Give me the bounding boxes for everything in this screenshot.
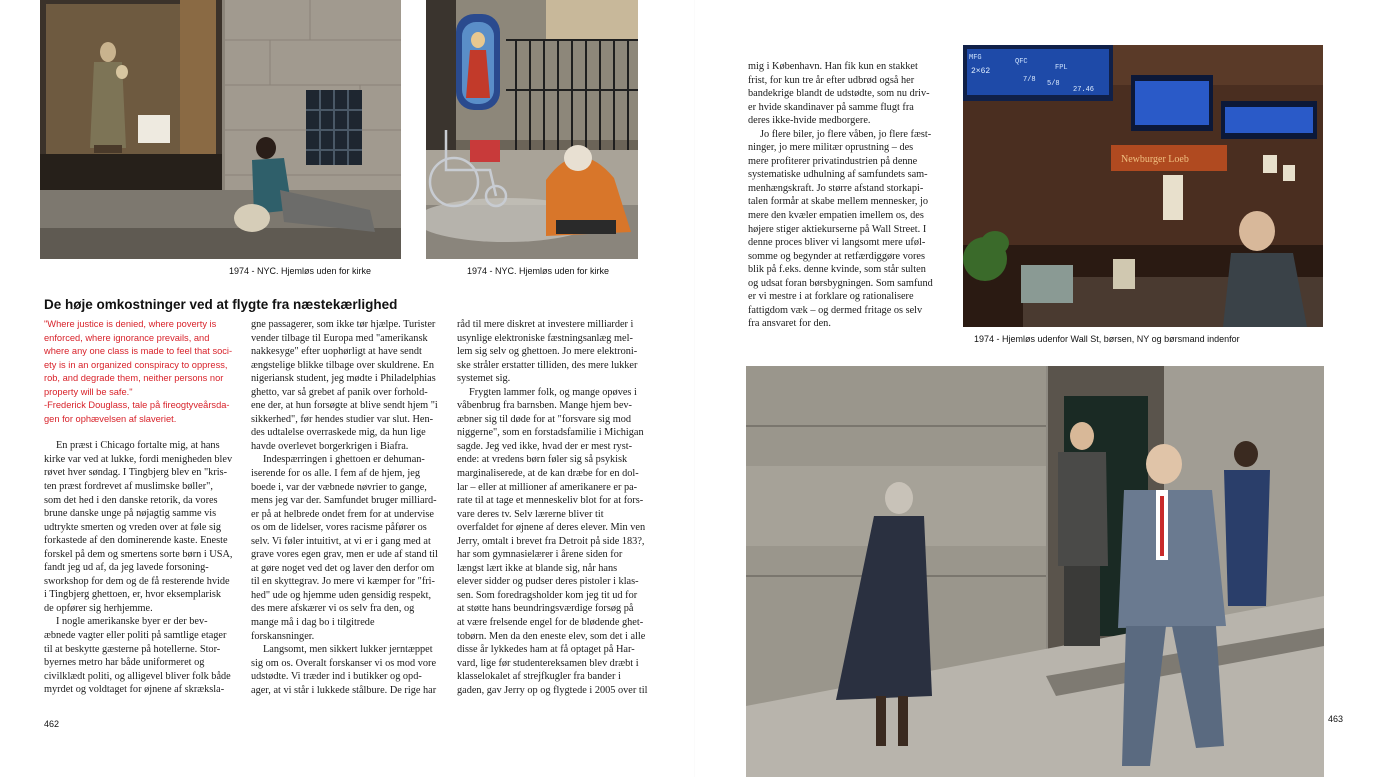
text-line: des udtalelse overraskede mig, da hun lige (251, 427, 426, 439)
text-line: lar – eller at millioner af amerikanere er pa- (457, 481, 638, 493)
company-sign (1111, 145, 1227, 171)
text-line: boede i, var der væbnede nøvrier to gange, (251, 481, 427, 493)
text-line: bandekrige blandt de udstødte, som nu driv- (748, 88, 930, 100)
text-line: er hvide skandinaver på samme flugt fra (748, 101, 914, 113)
text-line: at støtte hans beundringsværdige forsøg på (457, 603, 634, 615)
text-line: ende: at vredens børn føler sig så psykisk (457, 454, 628, 466)
text-line: marginaliserede, at de kan dræbe for en dol- (457, 468, 639, 480)
text-line: mig i København. Han fik kun en stakket (748, 61, 918, 72)
text-line: frist, for kun tre år efter udbrød også her (748, 74, 915, 86)
quote-line: property will be safe." (44, 386, 133, 397)
text-line: vare deres tv. Selv lærerne bliver tit (457, 508, 604, 520)
body-paragraph (251, 318, 446, 453)
text-line: grave vores egen grav, men er ude af stand til (251, 549, 438, 561)
text-line: er vi mestre i at forklare og rationalisere (748, 291, 914, 303)
text-column-4 (748, 60, 944, 331)
svg-text:7/8: 7/8 (1023, 76, 1036, 84)
text-line: gaden, gav Jerry op og flygtede i 2005 over til (457, 684, 648, 696)
text-line: forskel på dem og smertens sorte børn i USA, (44, 548, 233, 560)
text-line: våbenbrug fra barnsben. Mange hjem bev- (457, 400, 632, 412)
icon-painting (456, 14, 500, 110)
body-paragraph (44, 615, 240, 696)
body-paragraph (251, 643, 446, 697)
text-line: I nogle amerikanske byer er der bev- (56, 616, 208, 628)
text-line: æbnede vagter eller politi på samtlige etager (44, 630, 227, 642)
body-paragraph (251, 453, 446, 643)
svg-text:2×62: 2×62 (971, 67, 991, 76)
ticker-board-left (963, 45, 1113, 101)
text-line: sikkerhed", før hendes studier var slut. Hen- (251, 413, 434, 425)
text-line: brune danske unge på nøjagtig samme vis (44, 508, 217, 520)
text-line: råd til mere diskret at investere milliarder i (457, 319, 634, 330)
text-line: somme og begynder at retfærdiggøre vores (748, 250, 925, 262)
text-line: mens jeg var der. Samfundet bruger milliard- (251, 495, 437, 507)
quote-line: where any one class is made to feel that soci- (44, 346, 233, 357)
photo-stock-exchange-office-image (963, 45, 1323, 327)
text-line: fattigdom væk – og dermed fritage os selv (748, 304, 923, 316)
svg-text:Newburger Loeb: Newburger Loeb (1121, 154, 1189, 165)
text-line: udstødte. Vi træder ind i butikker og opd- (251, 671, 422, 683)
svg-text:QFC: QFC (1015, 58, 1028, 66)
text-line: at være frelsende engel for de blødende ghet- (457, 617, 644, 629)
text-line: sen. Som foredragsholder kom jeg tit ud for (457, 589, 638, 601)
text-line: niggerne", som en forstadsfamilie i Michigan (457, 427, 644, 439)
text-line: denne proces bliver vi langsomt mere uføl- (748, 237, 926, 249)
text-line: og udsat foran børsbygningen. Som samfund (748, 277, 933, 289)
text-line: usynlige elektroniske fæstningsanlæg mel- (457, 332, 633, 344)
text-line: systematiske udhulning af samfundets sam- (748, 169, 928, 181)
text-line: menhængskraft. Jo større afstand storkapi- (748, 182, 924, 194)
photo-caption-2: 1974 - NYC. Hjemløs uden for kirke (467, 266, 610, 276)
photo-caption-3: 1974 - Hjemløs udenfor Wall St, børsen, NY og børsmand indenfor (974, 334, 1240, 344)
text-line: ten præst fordrevet af muslimske bøller", (44, 481, 213, 493)
quote-line: rob, and degrade them, neither persons nor (44, 373, 224, 384)
text-line: overfaldet for øjnene af deres elever. Min ven (457, 522, 646, 534)
text-line: fandt jeg ud af, da jeg lavede forsoning- (44, 562, 209, 574)
text-line: mange må i dag bo i tilgitrede (251, 617, 375, 629)
photo-homeless-church-1-image (40, 0, 401, 259)
text-line: ængstelige blikke tilbage over skuldrene. En (251, 359, 435, 371)
text-line: iserende for os alle. I fem af de hjem, jeg (251, 468, 420, 480)
quote-line: gen for ophævelsen af slaveriet. (44, 413, 177, 424)
text-line: ager, at vi står i lukkede stålbure. De rige har (251, 684, 437, 696)
book-gutter (694, 0, 695, 777)
text-line: har som gymnasielærer i årene siden for (457, 549, 623, 561)
text-line: ske stråler erstatter tilliden, des mere lukker (457, 359, 638, 371)
text-column-1 (44, 318, 240, 697)
text-line: er på at helbrede ondet frem for at undervise (251, 508, 434, 520)
text-line: vard, lige før studentereksamen blev dræbt i (457, 657, 639, 669)
quote-line: ety is in an organized conspiracy to oppress, (44, 359, 228, 370)
svg-text:MFG: MFG (969, 54, 982, 62)
photo-homeless-church-2-image (426, 0, 638, 259)
text-line: Jerry, omtalt i brevet fra Detroit på side 183?, (457, 535, 645, 547)
text-line: ghetto, var så grebet af panik over forhold- (251, 386, 428, 398)
text-line: Frygten lammer folk, og mange opøves i (469, 386, 637, 398)
svg-text:27.46: 27.46 (1073, 86, 1095, 94)
text-line: myrdet og voldtaget for øjnene af skrækslа- (44, 684, 225, 696)
body-paragraph (457, 386, 653, 698)
text-line: ninger, jo mere militær oprustning – des (748, 142, 914, 154)
text-line: vender tilbage til Europa med "amerikansk (251, 332, 428, 344)
text-column-2 (251, 318, 446, 697)
body-paragraph (44, 439, 240, 615)
text-line: mere den kvæler empatien imellem os, des (748, 210, 924, 222)
page-number-right: 463 (1328, 714, 1344, 724)
text-line: de opfører sig herhjemme. (44, 602, 153, 614)
text-line: kirke var ved at lukke, fordi menigheden blev (44, 453, 233, 465)
text-line: nakkesyge" efter uophørligt at have sendt (251, 346, 422, 358)
text-line: systemet sig. (457, 373, 511, 385)
text-line: forkastede af den dominerende kaste. Eneste (44, 535, 228, 547)
text-line: længst lært ikke at blande sig, når hans (457, 562, 618, 574)
text-line: i Tingbjerg ghettoen, er, hvor eksemplarisk (44, 589, 221, 601)
photo-homeless-church-1 (40, 0, 401, 259)
text-line: tobørn. Men da den eneste elev, som det i alle (457, 630, 646, 642)
text-line: at gøre noget ved det og laver den derfor om (251, 562, 435, 574)
text-line: forskansninger. (251, 630, 315, 642)
text-line: talen formår at skabe mellem mennesker, jo (748, 196, 928, 208)
text-line: sig om os. Overalt forskanser vi os mod vore (251, 657, 437, 669)
text-line: fra ansvaret for den. (748, 318, 831, 330)
text-line: højere stiger aktiekurserne på Wall Street. I (748, 223, 927, 235)
text-line: klasselokalet af strejfkugler fra bander i (457, 671, 621, 683)
text-column-3 (457, 318, 653, 697)
photo-wall-street-street-image (746, 366, 1324, 777)
text-line: civilklædt politi, og alligevel bliver folk både (44, 670, 231, 682)
body-paragraph (457, 318, 653, 386)
photo-homeless-church-2 (426, 0, 638, 259)
text-line: gne passagerer, som ikke tør hjælpe. Turister (251, 319, 436, 330)
text-line: til at beskytte gæsterne på hotellerne. Stor- (44, 643, 221, 655)
text-line: Langsomt, men sikkert lukker jerntæppet (263, 644, 433, 656)
text-line: hed" ude og hjemme uden gensidig respekt, (251, 589, 432, 601)
photo-wall-street-street (746, 366, 1324, 777)
quote-line: enforced, where ignorance prevails, and (44, 332, 210, 343)
text-line: lem sig selv og ghettoen. Jo mere elektroni- (457, 346, 638, 358)
svg-text:FPL: FPL (1055, 64, 1068, 72)
text-line: blik på f.eks. denne kvinde, som står sulten (748, 264, 926, 276)
photo-stock-exchange-office (963, 45, 1323, 327)
text-line: sworkshop for dem og de få resterende hvide (44, 575, 230, 587)
body-paragraph (748, 60, 944, 128)
text-line: En præst i Chicago fortalte mig, at hans (56, 440, 220, 452)
text-line: udtrykte smerten og vreden over at føle sig (44, 521, 221, 533)
text-line: byernes metro har både uniformeret og (44, 657, 205, 669)
text-line: Jo flere biler, jo flere våben, jo flere fæst- (760, 128, 932, 140)
text-line: sagde. Jeg ved ikke, hvad der er mest ryst- (457, 440, 632, 452)
text-line: som det hed i den danske retorik, da vores (44, 494, 218, 506)
text-line: mere profiterer privatindustrien på denne (748, 155, 918, 167)
section-heading: De høje omkostninger ved at flygte fra næstekærlighed (44, 297, 398, 313)
douglass-quote (44, 318, 240, 426)
text-line: til en skyttegrav. Jo mere vi kæmper for "fri- (251, 576, 435, 588)
page-number-left: 462 (44, 719, 60, 729)
body-paragraph (748, 128, 944, 331)
svg-text:5/8: 5/8 (1047, 80, 1060, 88)
text-line: elever sidder og pudser deres pistoler i klas- (457, 576, 639, 588)
text-line: os om de lidelser, vores racisme påfører os (251, 522, 427, 534)
photo-caption-1: 1974 - NYC. Hjemløs uden for kirke (229, 266, 372, 276)
text-line: æbner sig til døde for at "forsvare sig mod (457, 413, 632, 425)
text-line: nigeriansk student, jeg mødte i Philadelphias (251, 373, 436, 385)
text-line: ene der, at hun forsøgte at blive sendt hjem "i (251, 400, 438, 412)
text-line: havde overlevet borgerkrigen i Biafra. (251, 440, 409, 452)
text-line: Indespærringen i ghettoen er dehuman- (263, 454, 425, 466)
text-line: disse år lykkedes ham at få optaget på Har- (457, 644, 635, 656)
text-line: des mere afskærer vi os selv fra den, og (251, 603, 415, 615)
text-line: røvet hver søndag. I Tingbjerg blev en "kris- (44, 467, 228, 479)
text-line: selv. Vi føler intuitivt, at vi er i gang med at (251, 535, 431, 547)
text-line: deres ikke-hvide medborgere. (748, 115, 871, 127)
quote-line: -Frederick Douglass, tale på fireogtyveårsda- (44, 400, 230, 411)
quote-line: "Where justice is denied, where poverty is (44, 319, 217, 329)
text-line: rate til at tage et menneskeliv blot for at fors- (457, 495, 644, 507)
